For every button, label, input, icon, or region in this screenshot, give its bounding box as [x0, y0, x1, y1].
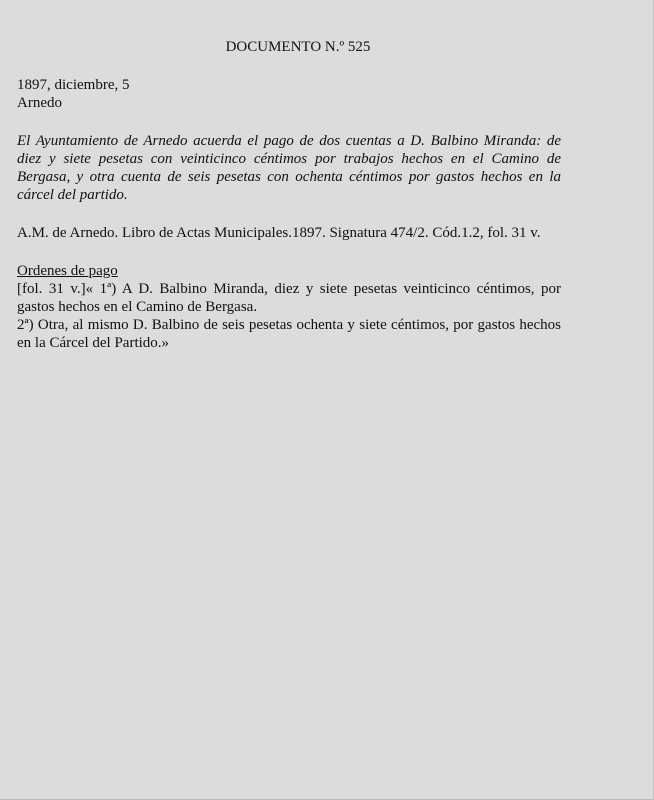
document-title — [17, 38, 561, 56]
document-title-text: DOCUMENTO N.º 525 — [225, 39, 371, 55]
document-place: Arnedo — [17, 95, 62, 111]
paragraph-1: [fol. 31 v.]« 1ª) A D. Balbino Miranda, diez y siete pesetas veinticinco céntimos, por gastos hechos en el Camino de Bergasa. — [17, 281, 561, 315]
section-heading: Ordenes de pago — [17, 263, 118, 279]
document-content — [17, 38, 561, 352]
document-summary: El Ayuntamiento de Arnedo acuerda el pago de dos cuentas a D. Balbino Miranda: de diez y siete pesetas con veinticinco céntimos por trabajos hechos en el Camino de Bergasa, y otra cuenta de seis pesetas con ochenta céntimos por gastos hechos en la cárcel del partido. — [17, 133, 561, 203]
paragraph-2: 2ª) Otra, al mismo D. Balbino de seis pesetas ochenta y siete céntimos, por gastos hechos en la Cárcel del Partido.» — [17, 317, 561, 351]
document-date: 1897, diciembre, 5 — [17, 77, 130, 93]
date-place-block — [17, 76, 561, 112]
document-source: A.M. de Arnedo. Libro de Actas Municipales.1897. Signatura 474/2. Cód.1.2, fol. 31 v. — [17, 225, 541, 241]
